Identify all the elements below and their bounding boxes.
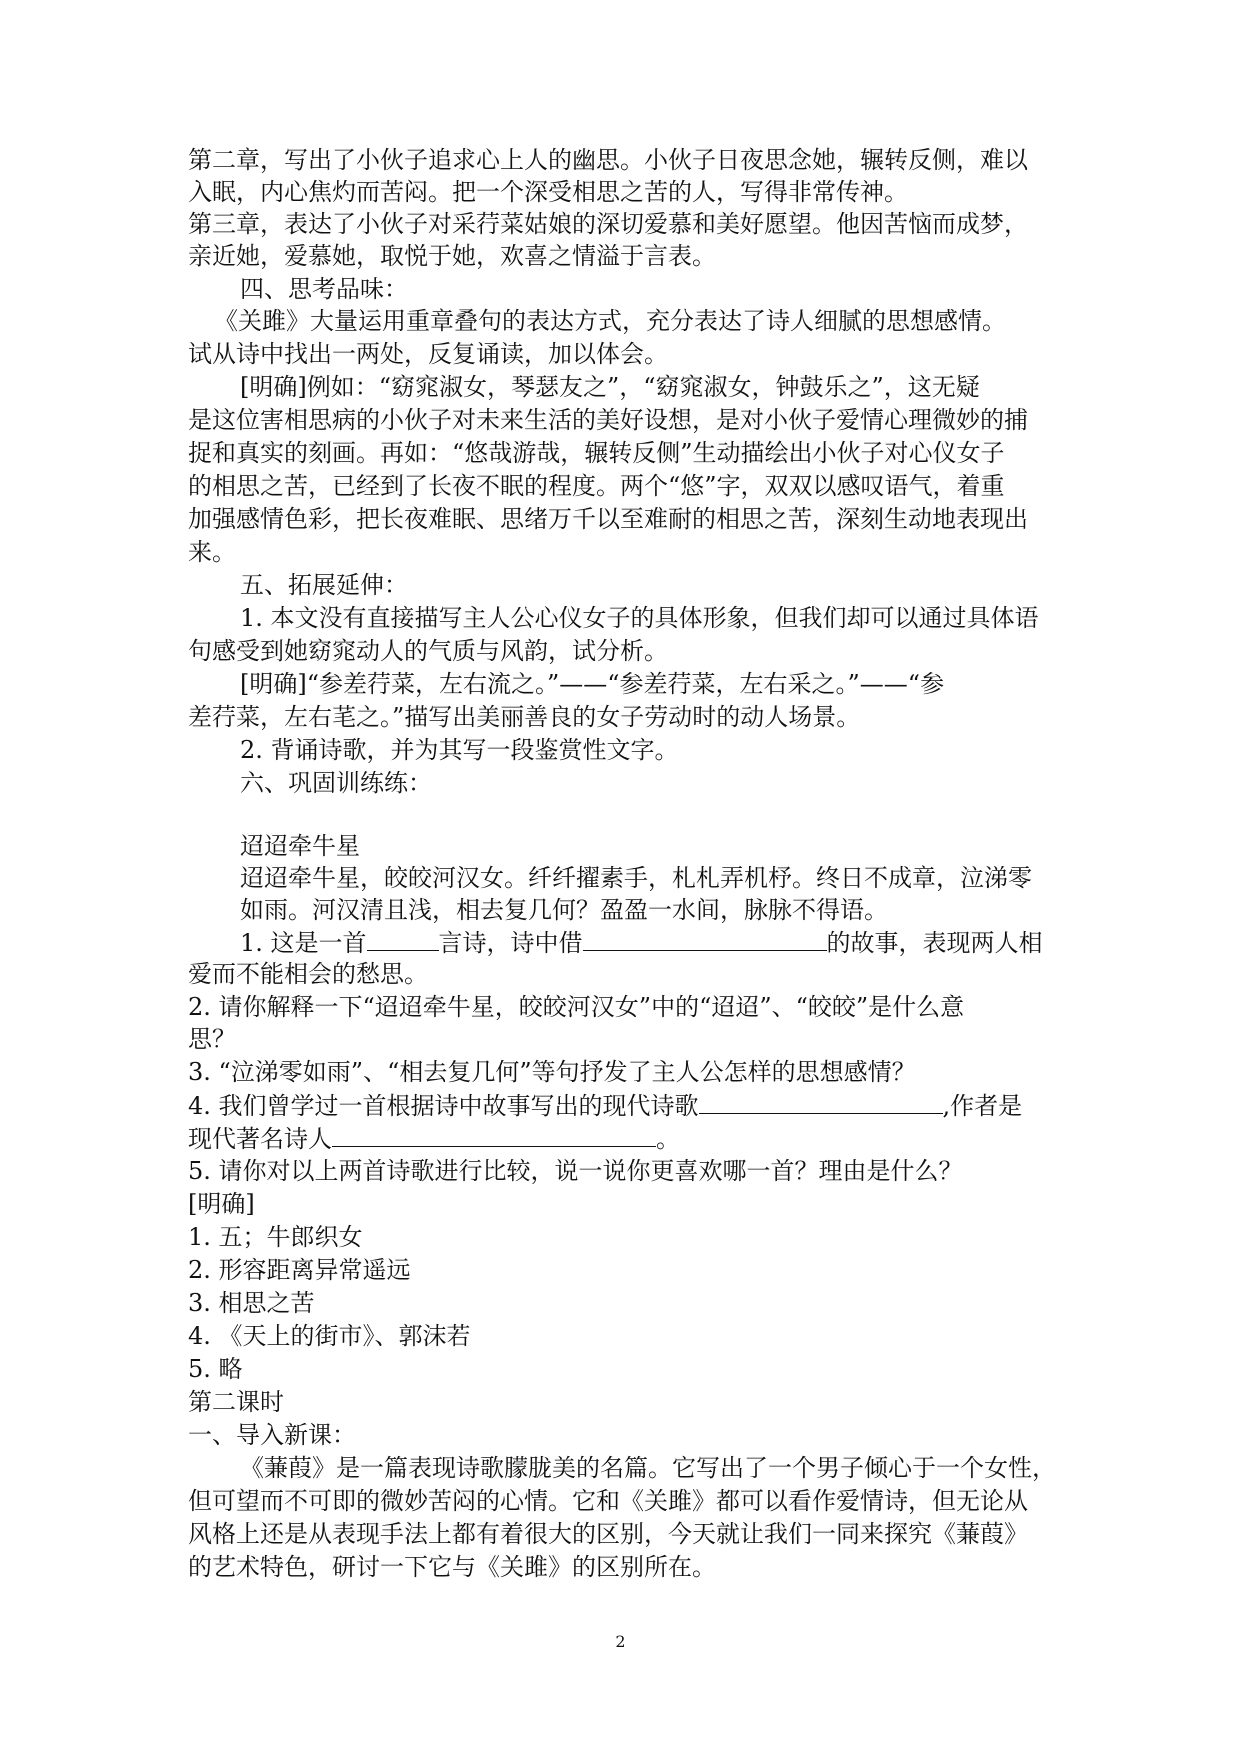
answer-blank[interactable] <box>583 926 827 951</box>
answer-blank[interactable] <box>699 1089 943 1114</box>
question-4-part-a: 4. 我们曾学过一首根据诗中故事写出的现代诗歌 <box>188 1092 699 1120</box>
answer-item: 2. 形容距离异常遥远 <box>188 1256 411 1284</box>
text-line: 加强感情色彩，把长夜难眠、思绪万千以至难耐的相思之苦，深刻生动地表现出 <box>188 505 1028 533</box>
text-line: 爱而不能相会的愁思。 <box>188 960 428 988</box>
question-3: 3. “泣涕零如雨”、“相去复几何”等句抒发了主人公怎样的思想感情？ <box>188 1058 916 1086</box>
lesson-title: 第二课时 <box>188 1388 284 1416</box>
question-5: 5. 请你对以上两首诗歌进行比较，说一说你更喜欢哪一首？理由是什么？ <box>188 1157 963 1185</box>
text-line: 的相思之苦，已经到了长夜不眠的程度。两个“悠”字，双双以感叹语气，着重 <box>188 472 1005 500</box>
section-heading: 一、导入新课： <box>188 1421 356 1449</box>
question-4 <box>188 1089 1022 1122</box>
question-2: 2. 请你解释一下“迢迢牵牛星，皎皎河汉女”中的“迢迢”、“皎皎”是什么意 <box>188 993 965 1021</box>
poem-title: 迢迢牵牛星 <box>240 832 360 860</box>
text-line: 是这位害相思病的小伙子对未来生活的美好设想，是对小伙子爱情心理微妙的捕 <box>188 406 1028 434</box>
text-line: 《关雎》大量运用重章叠句的表达方式，充分表达了诗人细腻的思想感情。 <box>214 307 1006 335</box>
section-heading: 五、拓展延伸： <box>240 571 408 599</box>
text-line: 第三章，表达了小伙子对采荇菜姑娘的深切爱慕和美好愿望。他因苦恼而成梦， <box>188 210 1028 238</box>
section-heading: 四、思考品味： <box>240 275 408 303</box>
text-line: 但可望而不可即的微妙苦闷的心情。它和《关雎》都可以看作爱情诗，但无论从 <box>188 1487 1028 1515</box>
answer-item: 1. 五；牛郎织女 <box>188 1223 363 1251</box>
question-4-part-c: 现代著名诗人 <box>188 1125 332 1153</box>
text-line: 入眠，内心焦灼而苦闷。把一个深受相思之苦的人，写得非常传神。 <box>188 178 908 206</box>
text-line: [明确]“参差荇菜，左右流之。”——“参差荇菜，左右采之。”——“参 <box>240 670 945 698</box>
text-line: [明确]例如：“窈窕淑女，琴瑟友之”，“窈窕淑女，钟鼓乐之”，这无疑 <box>240 373 980 401</box>
question-1 <box>240 926 1043 959</box>
answer-blank[interactable] <box>332 1122 656 1147</box>
poem-line: 如雨。河汉清且浅，相去复几何？盈盈一水间，脉脉不得语。 <box>240 896 888 924</box>
question-4-part-d: 。 <box>656 1125 680 1153</box>
text-line: 1. 本文没有直接描写主人公心仪女子的具体形象，但我们却可以通过具体语 <box>240 604 1039 632</box>
text-line: 第二章，写出了小伙子追求心上人的幽思。小伙子日夜思念她，辗转反侧，难以 <box>188 146 1028 174</box>
text-line: 2. 背诵诗歌，并为其写一段鉴赏性文字。 <box>240 736 679 764</box>
text-line: 句感受到她窈窕动人的气质与风韵，试分析。 <box>188 637 668 665</box>
answer-item: 4. 《天上的街市》、郭沫若 <box>188 1322 471 1350</box>
text-line: 思？ <box>188 1025 236 1053</box>
question-4-part-b: ,作者是 <box>942 1092 1023 1120</box>
section-heading: 六、巩固训练练： <box>240 769 432 797</box>
answer-item: 3. 相思之苦 <box>188 1289 315 1317</box>
text-line: 来。 <box>188 538 236 566</box>
text-line: 捉和真实的刻画。再如：“悠哉游哉，辗转反侧”生动描绘出小伙子对心仪女子 <box>188 439 1005 467</box>
page-number: 2 <box>615 1632 626 1651</box>
question-1-part-c: 的故事，表现两人相 <box>826 929 1043 957</box>
text-line: 亲近她，爱慕她，取悦于她，欢喜之情溢于言表。 <box>188 242 716 270</box>
question-1-part-a: 1. 这是一首 <box>240 929 367 957</box>
text-line: 试从诗中找出一两处，反复诵读，加以体会。 <box>188 340 668 368</box>
answers-heading: [明确] <box>188 1190 255 1218</box>
answer-item: 5. 略 <box>188 1355 243 1383</box>
text-line: 的艺术特色，研讨一下它与《关雎》的区别所在。 <box>188 1553 716 1581</box>
text-line: 《蒹葭》是一篇表现诗歌朦胧美的名篇。它写出了一个男子倾心于一个女性， <box>240 1454 1056 1482</box>
question-4-cont <box>188 1122 680 1155</box>
question-1-part-b: 言诗，诗中借 <box>438 929 583 957</box>
text-line: 风格上还是从表现手法上都有着很大的区别，今天就让我们一同来探究《蒹葭》 <box>188 1520 1028 1548</box>
answer-blank[interactable] <box>367 926 439 951</box>
text-line: 差荇菜，左右芼之。”描写出美丽善良的女子劳动时的动人场景。 <box>188 703 861 731</box>
poem-line: 迢迢牵牛星，皎皎河汉女。纤纤擢素手，札札弄机杼。终日不成章，泣涕零 <box>240 864 1032 892</box>
